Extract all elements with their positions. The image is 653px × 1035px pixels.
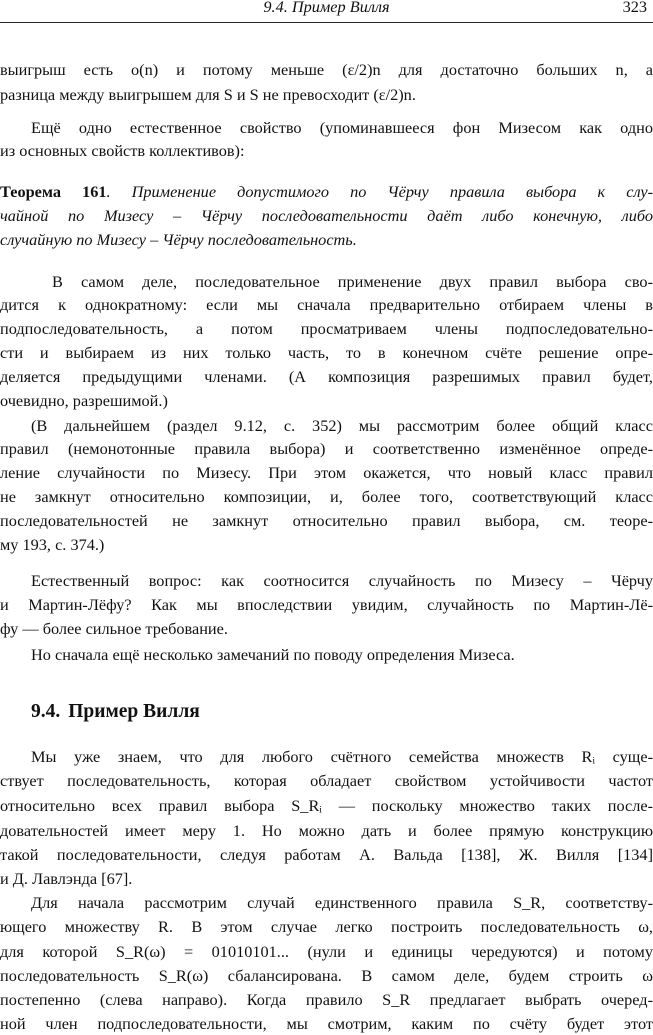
text-line: Для начала рассмотрим случай единственного правила S_R, соответству-	[0, 892, 653, 914]
text-line: довательностей имеет меру 1. Но можно дать и более прямую конструкцию	[0, 820, 653, 842]
text-line: ствует последовательность, которая обладает свойством устойчивости частот	[0, 770, 653, 792]
text-line: и Мартин-Лёфу? Как мы впоследствии увидим, случайность по Мартин-Лё-	[0, 594, 653, 616]
text-line: фу — более сильное требование.	[0, 618, 653, 640]
text-line: дится к однократному: если мы сначала предварительно отбираем члены в	[0, 294, 653, 316]
text-line: и Д. Лавлэнда [67].	[0, 868, 653, 890]
text-line: относительно всех правил выбора S_Rᵢ — поскольку множество таких после-	[0, 795, 653, 817]
text-line: В самом деле, последовательное применение двух правил выбора сво-	[0, 271, 653, 293]
text-line: му 193, с. 374.)	[0, 534, 653, 556]
running-title: 9.4. Пример Вилля	[0, 0, 653, 17]
text-line: последовательностей не замкнут относительно правил выбора, см. теоре-	[0, 510, 653, 532]
text-line: ление случайности по Мизесу. При этом окажется, что новый класс правил	[0, 462, 653, 484]
section-title: Пример Вилля	[68, 701, 200, 722]
text-line: Но сначала ещё несколько замечаний по поводу определения Мизеса.	[0, 644, 653, 666]
section-heading	[31, 701, 200, 723]
text-line: из основных свойств коллективов):	[0, 140, 653, 162]
text-line: Естественный вопрос: как соотносится случайность по Мизесу – Чёрчу	[0, 570, 653, 592]
theorem-label: Теорема 161	[0, 182, 107, 201]
text-line: подпоследовательность, а потом просматриваем члены подпоследовательно-	[0, 318, 653, 340]
text-line: деляется предыдущими членами. (А композиция разрешимых правил будет,	[0, 366, 653, 388]
text-line: такой последовательности, следуя работам А. Вальда [138], Ж. Вилля [134]	[0, 844, 653, 866]
text-line: для которой S_R(ω) = 01010101... (нули и единицы чередуются) и потому	[0, 941, 653, 963]
text-line: Ещё одно естественное свойство (упоминавшееся фон Мизесом как одно	[0, 117, 653, 139]
theorem-text: . Применение допустимого по Чёрчу правила выбора к слу-	[107, 182, 653, 201]
text-line: очевидно, разрешимой.)	[0, 390, 653, 412]
header-rule	[0, 22, 653, 23]
theorem-first-line	[0, 181, 653, 203]
text-line: ной член подпоследовательности, мы смотрим, каким по счёту будет этот	[0, 1013, 653, 1035]
text-line: сти и выбираем из них только часть, то в конечном счёте решение опре-	[0, 342, 653, 364]
text-line: (В дальнейшем (раздел 9.12, с. 352) мы рассмотрим более общий класс	[0, 415, 653, 437]
page-number: 323	[623, 0, 647, 17]
text-line: правил (немонотонные правила выбора) и соответственно изменённое опреде-	[0, 438, 653, 460]
theorem-line: чайной по Мизесу – Чёрчу последовательности даёт либо конечную, либо	[0, 205, 653, 227]
text-line: выигрыш есть o(n) и потому меньше (ε/2)n для достаточно больших n, а	[0, 59, 653, 81]
text-line: не замкнут относительно композиции, и, более того, соответствующий класс	[0, 486, 653, 508]
section-number: 9.4.	[31, 701, 60, 722]
text-line: постепенно (слева направо). Когда правило S_R предлагает выбрать очеред-	[0, 989, 653, 1011]
theorem-line: случайную по Мизесу – Чёрчу последовательность.	[0, 229, 653, 251]
text-line: ющего множеству R. В этом случае легко построить последовательность ω,	[0, 916, 653, 938]
text-line: последовательность S_R(ω) сбалансирована. В самом деле, будем строить ω	[0, 965, 653, 987]
text-line: разница между выигрышем для S и S не превосходит (ε/2)n.	[0, 84, 653, 106]
text-line: Мы уже знаем, что для любого счётного семейства множеств Rᵢ суще-	[0, 746, 653, 768]
